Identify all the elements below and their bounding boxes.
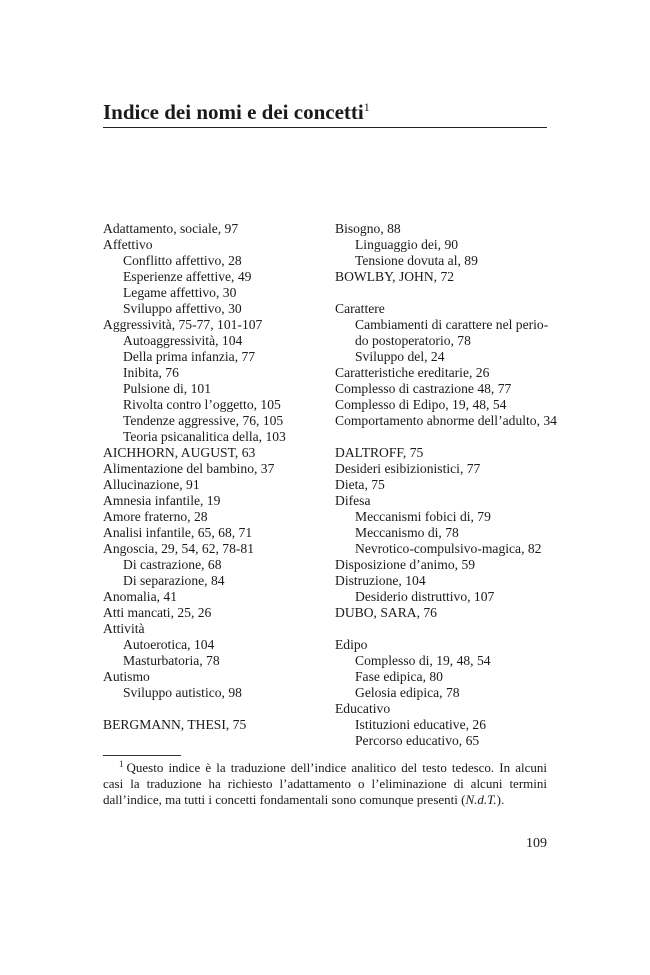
- index-entry: Amore fraterno, 28: [103, 509, 208, 524]
- index-column-left: [103, 221, 325, 733]
- footnote-text: Questo indice è la traduzione dell’indice analitico del testo tedesco. In alcuni casi la traduzione ha richiesto l’adattamento o l’eliminazione di alcuni termini dall’indice, ma tutti i concetti fondamentali sono comunque presenti (: [103, 760, 547, 807]
- index-spacer: [335, 429, 555, 445]
- index-subentry: Della prima infanzia, 77: [123, 349, 256, 364]
- page-title: [103, 98, 370, 126]
- index-subentry: Masturbatoria, 78: [123, 653, 220, 668]
- index-subentry: Tendenze aggressive, 76, 105: [123, 413, 284, 428]
- index-entry: DUBO, SARA, 76: [335, 605, 437, 620]
- title-underline: [103, 127, 547, 128]
- index-subentry: Sviluppo affettivo, 30: [123, 301, 242, 316]
- footnote-reference: 1: [363, 100, 370, 114]
- index-subentry: Cambiamenti di carattere nel perio-: [355, 317, 549, 332]
- index-subentry: Teoria psicanalitica della, 103: [123, 429, 286, 444]
- index-subentry: Esperienze affettive, 49: [123, 269, 252, 284]
- index-entry: Amnesia infantile, 19: [103, 493, 221, 508]
- index-entry: Adattamento, sociale, 97: [103, 221, 239, 236]
- index-subentry: Meccanismo di, 78: [355, 525, 459, 540]
- index-subentry: Linguaggio dei, 90: [355, 237, 459, 252]
- index-subentry: do postoperatorio, 78: [355, 333, 471, 348]
- index-entry: AICHHORN, AUGUST, 63: [103, 445, 256, 460]
- index-subentry: Gelosia edipica, 78: [355, 685, 460, 700]
- footnote-closing: ).: [496, 792, 505, 807]
- index-entry: Carattere: [335, 301, 385, 316]
- index-entry: Attività: [103, 621, 145, 636]
- index-entry: Caratteristiche ereditarie, 26: [335, 365, 490, 380]
- index-subentry: Tensione dovuta al, 89: [355, 253, 478, 268]
- index-subentry: Legame affettivo, 30: [123, 285, 237, 300]
- index-entry: Aggressività, 75-77, 101-107: [103, 317, 263, 332]
- index-entry: Complesso di Edipo, 19, 48, 54: [335, 397, 507, 412]
- index-subentry: Sviluppo del, 24: [355, 349, 445, 364]
- footnote-mark: 1: [119, 758, 124, 769]
- index-subentry: Di castrazione, 68: [123, 557, 222, 572]
- page-title-text: Indice dei nomi e dei concetti: [103, 100, 364, 124]
- index-entry: Complesso di castrazione 48, 77: [335, 381, 512, 396]
- index-subentry: Pulsione di, 101: [123, 381, 211, 396]
- index-column-right: [335, 221, 555, 749]
- index-subentry: Complesso di, 19, 48, 54: [355, 653, 491, 668]
- index-subentry: Inibita, 76: [123, 365, 179, 380]
- index-entry: Allucinazione, 91: [103, 477, 200, 492]
- index-subentry: Conflitto affettivo, 28: [123, 253, 242, 268]
- index-subentry: Meccanismi fobici di, 79: [355, 509, 491, 524]
- index-entry: Dieta, 75: [335, 477, 385, 492]
- index-subentry: Percorso educativo, 65: [355, 733, 480, 748]
- index-entry: Disposizione d’animo, 59: [335, 557, 476, 572]
- index-subentry: Desiderio distruttivo, 107: [355, 589, 495, 604]
- index-entry: Alimentazione del bambino, 37: [103, 461, 275, 476]
- footnote: [103, 760, 547, 808]
- footnote-abbreviation: N.d.T.: [465, 792, 497, 807]
- index-entry: Atti mancati, 25, 26: [103, 605, 212, 620]
- index-subentry: Autoaggressività, 104: [123, 333, 243, 348]
- index-entry: Desideri esibizionistici, 77: [335, 461, 481, 476]
- index-entry: BOWLBY, JOHN, 72: [335, 269, 455, 284]
- index-entry: Analisi infantile, 65, 68, 71: [103, 525, 253, 540]
- index-entry: Educativo: [335, 701, 391, 716]
- index-spacer: [335, 621, 555, 637]
- index-entry: Edipo: [335, 637, 368, 652]
- footnote-separator: [103, 755, 181, 756]
- index-entry: Difesa: [335, 493, 371, 508]
- index-entry: Comportamento abnorme dell’adulto, 34: [335, 413, 557, 428]
- page-number: 109: [526, 836, 547, 851]
- index-subentry: Fase edipica, 80: [355, 669, 443, 684]
- index-entry: Affettivo: [103, 237, 153, 252]
- index-subentry: Nevrotico-compulsivo-magica, 82: [355, 541, 542, 556]
- index-subentry: Di separazione, 84: [123, 573, 225, 588]
- index-entry: DALTROFF, 75: [335, 445, 424, 460]
- index-entry: Bisogno, 88: [335, 221, 401, 236]
- index-spacer: [103, 701, 325, 717]
- index-entry: BERGMANN, THESI, 75: [103, 717, 247, 732]
- index-subentry: Istituzioni educative, 26: [355, 717, 486, 732]
- index-subentry: Rivolta contro l’oggetto, 105: [123, 397, 281, 412]
- index-spacer: [335, 285, 555, 301]
- index-subentry: Autoerotica, 104: [123, 637, 215, 652]
- index-subentry: Sviluppo autistico, 98: [123, 685, 242, 700]
- index-entry: Anomalia, 41: [103, 589, 177, 604]
- index-entry: Angoscia, 29, 54, 62, 78-81: [103, 541, 255, 556]
- index-entry: Autismo: [103, 669, 150, 684]
- index-entry: Distruzione, 104: [335, 573, 426, 588]
